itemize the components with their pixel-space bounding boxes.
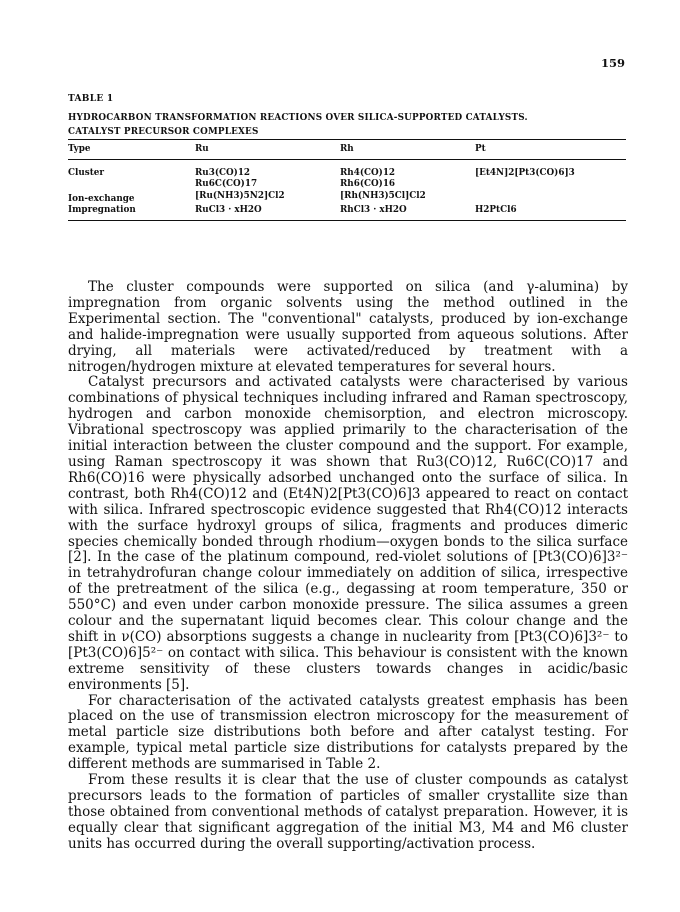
table-header-type: Type <box>68 144 91 154</box>
table-cell-ru: RuCl3 · xH2O <box>195 205 262 215</box>
table-cell-ru: [Ru(NH3)5N2]Cl2 <box>195 191 285 201</box>
paragraph: Catalyst precursors and activated catalysts were characterised by various combinations of physical techniques including infrared and Raman spectroscopy, hydrogen and carbon monoxide chemisorption, and electron microscopy. Vibrational spectroscopy was applied primarily to the characterisation of the initial interaction between the cluster compound and the support. For example, using Raman spectroscopy it was shown that Ru3(CO)12, Ru6C(CO)17 and Rh6(CO)16 were physically adsorbed unchanged onto the surface of silica. In contrast, both Rh4(CO)12 and (Et4N)2[Pt3(CO)6]3 appeared to react on contact with silica. Infrared spectroscopic evidence suggested that Rh4(CO)12 interacts with the surface hydroxyl groups of silica, fragments and produces dimeric species chemically bonded through rhodium—oxygen bonds to the silica surface [2]. In the case of the platinum compound, red-violet solutions of [Pt3(CO)6]3²⁻ in tetrahydrofuran change colour immediately on addition of silica, irrespective of the pretreatment of the silica (e.g., degassing at room temperature, 350 or 550°C) and even under carbon monoxide pressure. The silica assumes a green colour and the supernatant liquid becomes clear. This colour change and the shift in ν(CO) absorptions suggests a change in nuclearity from [Pt3(CO)6]3²⁻ to [Pt3(CO)6]5²⁻ on contact with silica. This behaviour is consistent with the known extreme sensitivity of these clusters towards changes in acidic/basic environments [5]. <box>68 374 628 693</box>
table-cell-type: Impregnation <box>68 205 136 215</box>
table-cell-pt: [Et4N]2[Pt3(CO)6]3 <box>475 168 575 178</box>
table-cell-type: Cluster <box>68 168 104 178</box>
body-text <box>68 280 628 853</box>
table-cell-type: Ion-exchange <box>68 194 135 204</box>
table-header-rh: Rh <box>340 144 354 154</box>
table-header-pt: Pt <box>475 144 486 154</box>
paragraph: The cluster compounds were supported on silica (and γ-alumina) by impregnation from organic solvents using the method outlined in the Experimental section. The "conventional" catalysts, produced by ion-exchange and halide-impregnation were usually supported from aqueous solutions. After drying, all materials were activated/reduced by treatment with a nitrogen/hydrogen mixture at elevated temperatures for several hours. <box>68 279 628 375</box>
table-caption-line-2: CATALYST PRECURSOR COMPLEXES <box>68 127 259 137</box>
paragraph: For characterisation of the activated catalysts greatest emphasis has been placed on the use of transmission electron microscopy for the measurement of metal particle size distributions both before and after catalyst testing. For example, typical metal particle size distributions for catalysts prepared by the different methods are summarised in Table 2. <box>68 692 628 773</box>
table-caption <box>68 111 628 139</box>
table-cell-rh: [Rh(NH3)5Cl]Cl2 <box>340 191 426 201</box>
table-cell-rh: Rh6(CO)16 <box>340 179 396 189</box>
table-cell-rh: Rh4(CO)12 <box>340 168 396 178</box>
table-cell-ru: Ru3(CO)12 <box>195 168 251 178</box>
table-label: TABLE 1 <box>68 94 114 104</box>
paragraph: From these results it is clear that the use of cluster compounds as catalyst precursors leads to the formation of particles of smaller crystallite size than those obtained from conventional methods of catalyst preparation. However, it is equally clear that significant aggregation of the initial M3, M4 and M6 cluster units has occurred during the overall supporting/activation process. <box>68 772 628 852</box>
table-header-rule <box>68 159 626 160</box>
table-caption-line-1: HYDROCARBON TRANSFORMATION REACTIONS OVER SILICA-SUPPORTED CATALYSTS. <box>68 113 528 123</box>
table-top-rule <box>68 139 626 140</box>
table-header-ru: Ru <box>195 144 209 154</box>
table-bottom-rule <box>68 220 626 221</box>
table-cell-ru: Ru6C(CO)17 <box>195 179 258 189</box>
table-cell-rh: RhCl3 · xH2O <box>340 205 407 215</box>
table-cell-pt: H2PtCl6 <box>475 205 517 215</box>
page-number: 159 <box>600 56 625 70</box>
